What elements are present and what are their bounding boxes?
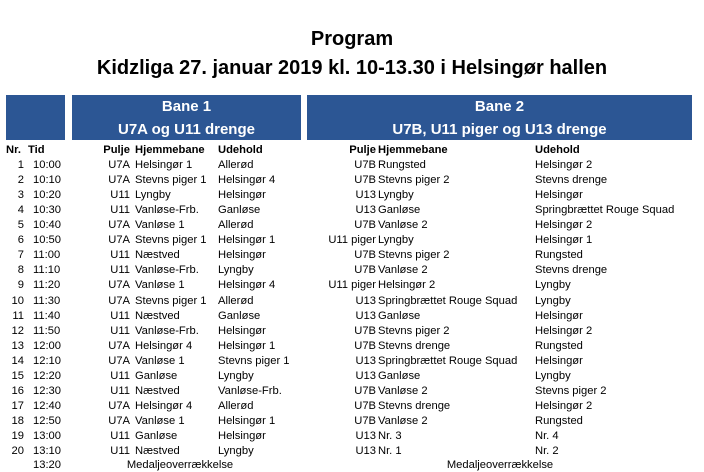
- row-home-2: Vanløse 2: [378, 264, 428, 277]
- row-away-2: Helsingør 2: [535, 399, 593, 412]
- row-nr: 2: [17, 174, 24, 187]
- row-pulje-2: U11 piger: [328, 234, 376, 247]
- row-pulje-2: U7B: [354, 264, 376, 277]
- page-subtitle: Kidzliga 27. januar 2019 kl. 10-13.30 i Helsingør hallen: [96, 57, 608, 79]
- row-pulje-2: U7B: [354, 384, 376, 397]
- row-nr: 14: [11, 354, 24, 367]
- header-pulje-2: Pulje: [349, 144, 376, 156]
- row-pulje-1: U7A: [108, 399, 130, 412]
- row-time: 11:20: [33, 279, 61, 292]
- row-pulje-2: U13: [355, 354, 376, 367]
- row-time: 10:30: [33, 204, 61, 217]
- row-away-1: Helsingør 1: [218, 415, 276, 428]
- row-away-1: Helsingør 1: [218, 234, 276, 247]
- row-pulje-2: U13: [355, 430, 376, 443]
- row-away-1: Stevns piger 1: [218, 354, 290, 367]
- row-pulje-2: U13: [355, 294, 376, 307]
- header-tid: Tid: [28, 144, 45, 156]
- row-time: 12:40: [33, 399, 61, 412]
- row-nr: 9: [17, 279, 24, 292]
- row-time: 10:00: [33, 159, 61, 171]
- row-nr: 6: [17, 234, 24, 247]
- row-time: 12:20: [33, 369, 61, 382]
- row-away-1: Helsingør: [218, 324, 266, 337]
- row-time: 12:10: [33, 354, 61, 367]
- row-pulje-1: U11: [110, 430, 130, 443]
- row-pulje-1: U7A: [108, 415, 130, 428]
- row-away-1: Allerød: [218, 159, 254, 171]
- row-nr: 5: [17, 219, 24, 232]
- row-nr: 13: [11, 339, 24, 352]
- header-hjemmebane-2: Hjemmebane: [378, 144, 448, 156]
- row-nr: 1: [17, 159, 24, 171]
- header-nr: Nr.: [6, 144, 21, 156]
- row-nr: 7: [17, 249, 24, 262]
- row-nr: 8: [17, 264, 24, 277]
- row-home-1: Næstved: [135, 384, 180, 397]
- bane2-header: [307, 95, 692, 140]
- row-time: 12:00: [33, 339, 61, 352]
- row-pulje-2: U13: [355, 204, 376, 217]
- row-home-2: Stevns piger 2: [378, 324, 450, 337]
- row-pulje-2: U13: [355, 369, 376, 382]
- row-away-2: Lyngby: [535, 279, 571, 292]
- row-pulje-2: U7B: [354, 415, 376, 428]
- row-pulje-1: U11: [110, 309, 130, 322]
- row-away-1: Ganløse: [218, 309, 261, 322]
- row-pulje-1: U7A: [108, 339, 130, 352]
- row-home-1: Vanløse 1: [135, 219, 185, 232]
- row-home-2: Ganløse: [378, 309, 421, 322]
- row-nr: 16: [11, 384, 24, 397]
- row-away-2: Stevns drenge: [535, 174, 608, 187]
- row-nr: 11: [12, 309, 24, 322]
- bane1-header: [72, 95, 301, 140]
- row-away-2: Stevns drenge: [535, 264, 608, 277]
- row-time: 10:50: [33, 234, 61, 247]
- row-pulje-2: U7B: [354, 324, 376, 337]
- row-pulje-1: U11: [110, 384, 130, 397]
- row-home-2: Nr. 1: [378, 445, 402, 458]
- row-away-2: Nr. 2: [535, 445, 559, 458]
- row-time: 13:00: [33, 430, 61, 443]
- row-pulje-1: U11: [110, 264, 130, 277]
- final-time: 13:20: [33, 459, 61, 471]
- row-pulje-2: U13: [355, 189, 376, 202]
- row-pulje-2: U7B: [354, 219, 376, 232]
- row-home-1: Stevns piger 1: [135, 174, 207, 187]
- row-nr: 17: [11, 399, 24, 412]
- row-time: 11:30: [33, 294, 61, 307]
- row-home-2: Stevns drenge: [378, 339, 451, 352]
- row-away-2: Helsingør 2: [535, 219, 593, 232]
- row-home-2: Springbrættet Rouge Squad: [378, 354, 518, 367]
- row-away-2: Lyngby: [535, 294, 571, 307]
- row-home-1: Næstved: [135, 249, 180, 262]
- row-away-1: Lyngby: [218, 264, 254, 277]
- row-pulje-1: U11: [110, 445, 130, 458]
- row-home-1: Stevns piger 1: [135, 234, 207, 247]
- row-pulje-2: U7B: [354, 339, 376, 352]
- row-home-1: Stevns piger 1: [135, 294, 207, 307]
- row-away-2: Helsingør: [535, 189, 583, 202]
- row-away-1: Helsingør 4: [218, 174, 276, 187]
- row-home-1: Næstved: [135, 309, 180, 322]
- row-pulje-1: U11: [110, 189, 130, 202]
- row-home-2: Springbrættet Rouge Squad: [378, 294, 518, 307]
- row-home-1: Vanløse-Frb.: [135, 204, 199, 217]
- bane2-name: Bane 2: [474, 98, 525, 115]
- row-home-1: Ganløse: [135, 430, 178, 443]
- row-away-1: Vanløse-Frb.: [218, 384, 282, 397]
- row-nr: 15: [11, 369, 24, 382]
- row-pulje-1: U7A: [108, 159, 130, 171]
- row-time: 11:40: [33, 309, 61, 322]
- row-home-2: Ganløse: [378, 204, 421, 217]
- row-time: 11:10: [33, 264, 61, 277]
- header-pulje-1: Pulje: [103, 144, 130, 156]
- row-pulje-2: U11 piger: [328, 279, 376, 292]
- row-pulje-2: U7B: [354, 249, 376, 262]
- row-time: 11:00: [33, 249, 61, 262]
- row-away-1: Helsingør 1: [218, 339, 276, 352]
- row-pulje-1: U11: [110, 369, 130, 382]
- final-text-bane2: Medaljeoverrækkelse: [446, 459, 554, 471]
- row-home-2: Stevns drenge: [378, 399, 451, 412]
- row-nr: 12: [11, 324, 24, 337]
- row-pulje-1: U11: [110, 204, 130, 217]
- row-pulje-1: U7A: [108, 279, 130, 292]
- row-nr: 18: [11, 415, 24, 428]
- row-time: 10:40: [33, 219, 61, 232]
- row-home-1: Vanløse-Frb.: [135, 324, 199, 337]
- row-pulje-2: U13: [355, 445, 376, 458]
- row-away-2: Helsingør 2: [535, 159, 593, 171]
- row-home-1: Lyngby: [135, 189, 171, 202]
- row-home-2: Lyngby: [378, 234, 414, 247]
- row-away-2: Lyngby: [535, 369, 571, 382]
- row-pulje-1: U7A: [108, 219, 130, 232]
- row-home-1: Vanløse 1: [135, 415, 185, 428]
- row-pulje-2: U7B: [354, 159, 376, 171]
- row-away-2: Stevns piger 2: [535, 384, 607, 397]
- bane1-name: Bane 1: [161, 98, 212, 115]
- row-time: 12:50: [33, 415, 61, 428]
- row-pulje-1: U11: [110, 249, 130, 262]
- header-udehold-1: Udehold: [218, 144, 263, 156]
- row-away-1: Helsingør: [218, 249, 266, 262]
- row-home-1: Helsingør 1: [135, 159, 193, 171]
- row-home-2: Rungsted: [378, 159, 426, 171]
- row-away-2: Helsingør: [535, 354, 583, 367]
- row-home-1: Vanløse 1: [135, 354, 185, 367]
- row-home-1: Helsingør 4: [135, 399, 193, 412]
- row-home-1: Vanløse 1: [135, 279, 185, 292]
- row-home-2: Vanløse 2: [378, 219, 428, 232]
- row-pulje-1: U7A: [108, 354, 130, 367]
- row-away-2: Nr. 4: [535, 430, 559, 443]
- row-time: 12:30: [33, 384, 61, 397]
- row-away-1: Lyngby: [218, 445, 254, 458]
- row-away-2: Helsingør 2: [535, 324, 593, 337]
- row-home-2: Vanløse 2: [378, 384, 428, 397]
- header-hjemmebane-1: Hjemmebane: [135, 144, 205, 156]
- row-time: 13:10: [33, 445, 61, 458]
- row-pulje-1: U7A: [108, 174, 130, 187]
- row-away-1: Ganløse: [218, 204, 261, 217]
- row-home-1: Helsingør 4: [135, 339, 193, 352]
- final-text-bane1: Medaljeoverrækkelse: [126, 459, 234, 471]
- row-home-1: Vanløse-Frb.: [135, 264, 199, 277]
- row-away-1: Lyngby: [218, 369, 254, 382]
- row-away-1: Helsingør: [218, 189, 266, 202]
- row-home-1: Næstved: [135, 445, 180, 458]
- bane2-groups: U7B, U11 piger og U13 drenge: [392, 121, 607, 138]
- nr-tid-header-band: [6, 95, 65, 140]
- page-title: Program: [310, 28, 394, 50]
- row-time: 10:20: [33, 189, 61, 202]
- row-home-1: Ganløse: [135, 369, 178, 382]
- row-home-2: Vanløse 2: [378, 415, 428, 428]
- bane1-groups: U7A og U11 drenge: [118, 121, 255, 138]
- row-home-2: Ganløse: [378, 369, 421, 382]
- row-home-2: Nr. 3: [378, 430, 402, 443]
- row-away-1: Helsingør 4: [218, 279, 276, 292]
- row-nr: 4: [17, 204, 24, 217]
- row-home-2: Lyngby: [378, 189, 414, 202]
- row-away-2: Rungsted: [535, 339, 583, 352]
- row-away-1: Helsingør: [218, 430, 266, 443]
- row-nr: 19: [11, 430, 24, 443]
- row-away-1: Allerød: [218, 294, 254, 307]
- row-time: 11:50: [33, 324, 61, 337]
- row-pulje-2: U7B: [354, 399, 376, 412]
- row-pulje-1: U11: [110, 324, 130, 337]
- row-away-2: Springbrættet Rouge Squad: [535, 204, 675, 217]
- row-away-1: Allerød: [218, 399, 254, 412]
- row-pulje-1: U7A: [108, 234, 130, 247]
- row-away-2: Helsingør: [535, 309, 583, 322]
- row-pulje-2: U7B: [354, 174, 376, 187]
- row-pulje-1: U7A: [108, 294, 130, 307]
- row-nr: 3: [17, 189, 24, 202]
- row-away-2: Rungsted: [535, 415, 583, 428]
- header-udehold-2: Udehold: [535, 144, 580, 156]
- row-home-2: Helsingør 2: [378, 279, 436, 292]
- row-pulje-2: U13: [355, 309, 376, 322]
- row-nr: 20: [11, 445, 24, 458]
- row-away-1: Allerød: [218, 219, 254, 232]
- row-home-2: Stevns piger 2: [378, 174, 450, 187]
- row-nr: 10: [11, 294, 24, 307]
- row-away-2: Helsingør 1: [535, 234, 593, 247]
- row-away-2: Rungsted: [535, 249, 583, 262]
- row-time: 10:10: [33, 174, 61, 187]
- row-home-2: Stevns piger 2: [378, 249, 450, 262]
